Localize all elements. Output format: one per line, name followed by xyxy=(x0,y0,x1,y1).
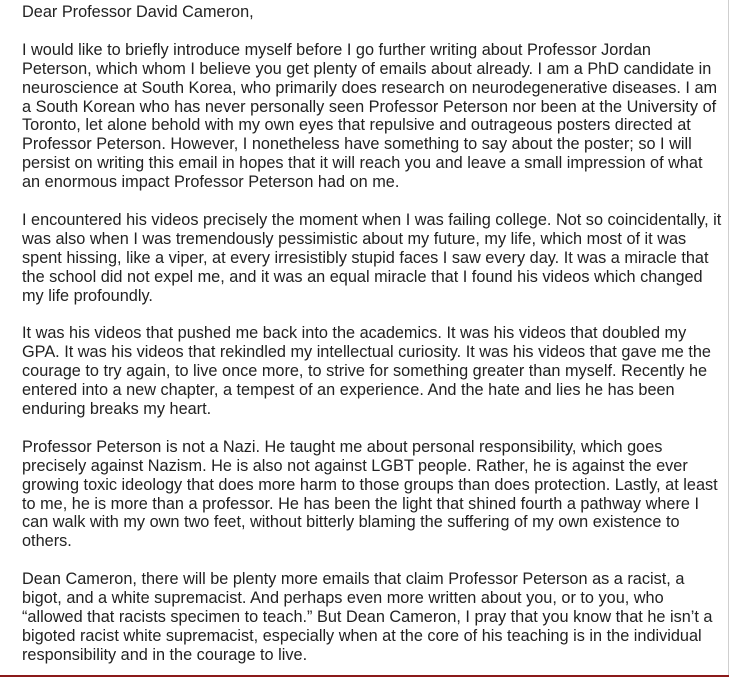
email-salutation: Dear Professor David Cameron, xyxy=(22,3,254,21)
email-body xyxy=(22,3,722,677)
email-paragraph-5: Dean Cameron, there will be plenty more emails that claim Professor Peterson as a racist, a bigot, and a white supremacist. And perhaps even more written about you, or to you, who “allowed that racists specimen to teach.” But Dean Cameron, I pray that you know that he isn’t a bigoted racist white supremacist, especially when at the core of his teaching is in the individual responsibility and in the courage to live. xyxy=(22,570,713,664)
email-paragraph-2: I encountered his videos precisely the moment when I was failing college. Not so coincidentally, it was also when I was tremendously pessimistic about my future, my life, which most of it was spent hissing, like a viper, at every irresistibly stupid faces I saw every day. It was a miracle that the school did not expel me, and it was an equal miracle that I found his videos which changed my life profoundly. xyxy=(22,210,722,305)
email-paragraph-1: I would like to briefly introduce myself before I go further writing about Professor Jordan Peterson, which whom I believe you get plenty of emails about already. I am a PhD candidate in neuroscience at South Korea, who primarily does research on neurodegenerative diseases. I am a South Korean who has never personally seen Professor Peterson nor been at the University of Toronto, let alone behold with my own eyes that repulsive and outrageous posters directed at Professor Peterson. However, I nonetheless have something to say about the poster; so I will persist on writing this email in hopes that it will reach you and leave a small impression of what an enormous impact Professor Peterson had on me. xyxy=(22,40,718,192)
email-paragraph-3: It was his videos that pushed me back into the academics. It was his videos that doubled my GPA. It was his videos that rekindled my intellectual curiosity. It was his videos that gave me the courage to try again, to live once more, to strive for something greater than myself. Recently he entered into a new chapter, a tempest of an experience. And the hate and lies he has been enduring breaks my heart. xyxy=(22,324,711,418)
email-paragraph-4: Professor Peterson is not a Nazi. He taught me about personal responsibility, which goes precisely against Nazism. He is also not against LGBT people. Rather, he is against the ever growing toxic ideology that does more harm to those groups than does protection. Lastly, at least to me, he is more than a professor. He has been the light that shined fourth a pathway where I can walk with my own two feet, without bitterly blaming the suffering of my own existence to others. xyxy=(22,437,718,551)
